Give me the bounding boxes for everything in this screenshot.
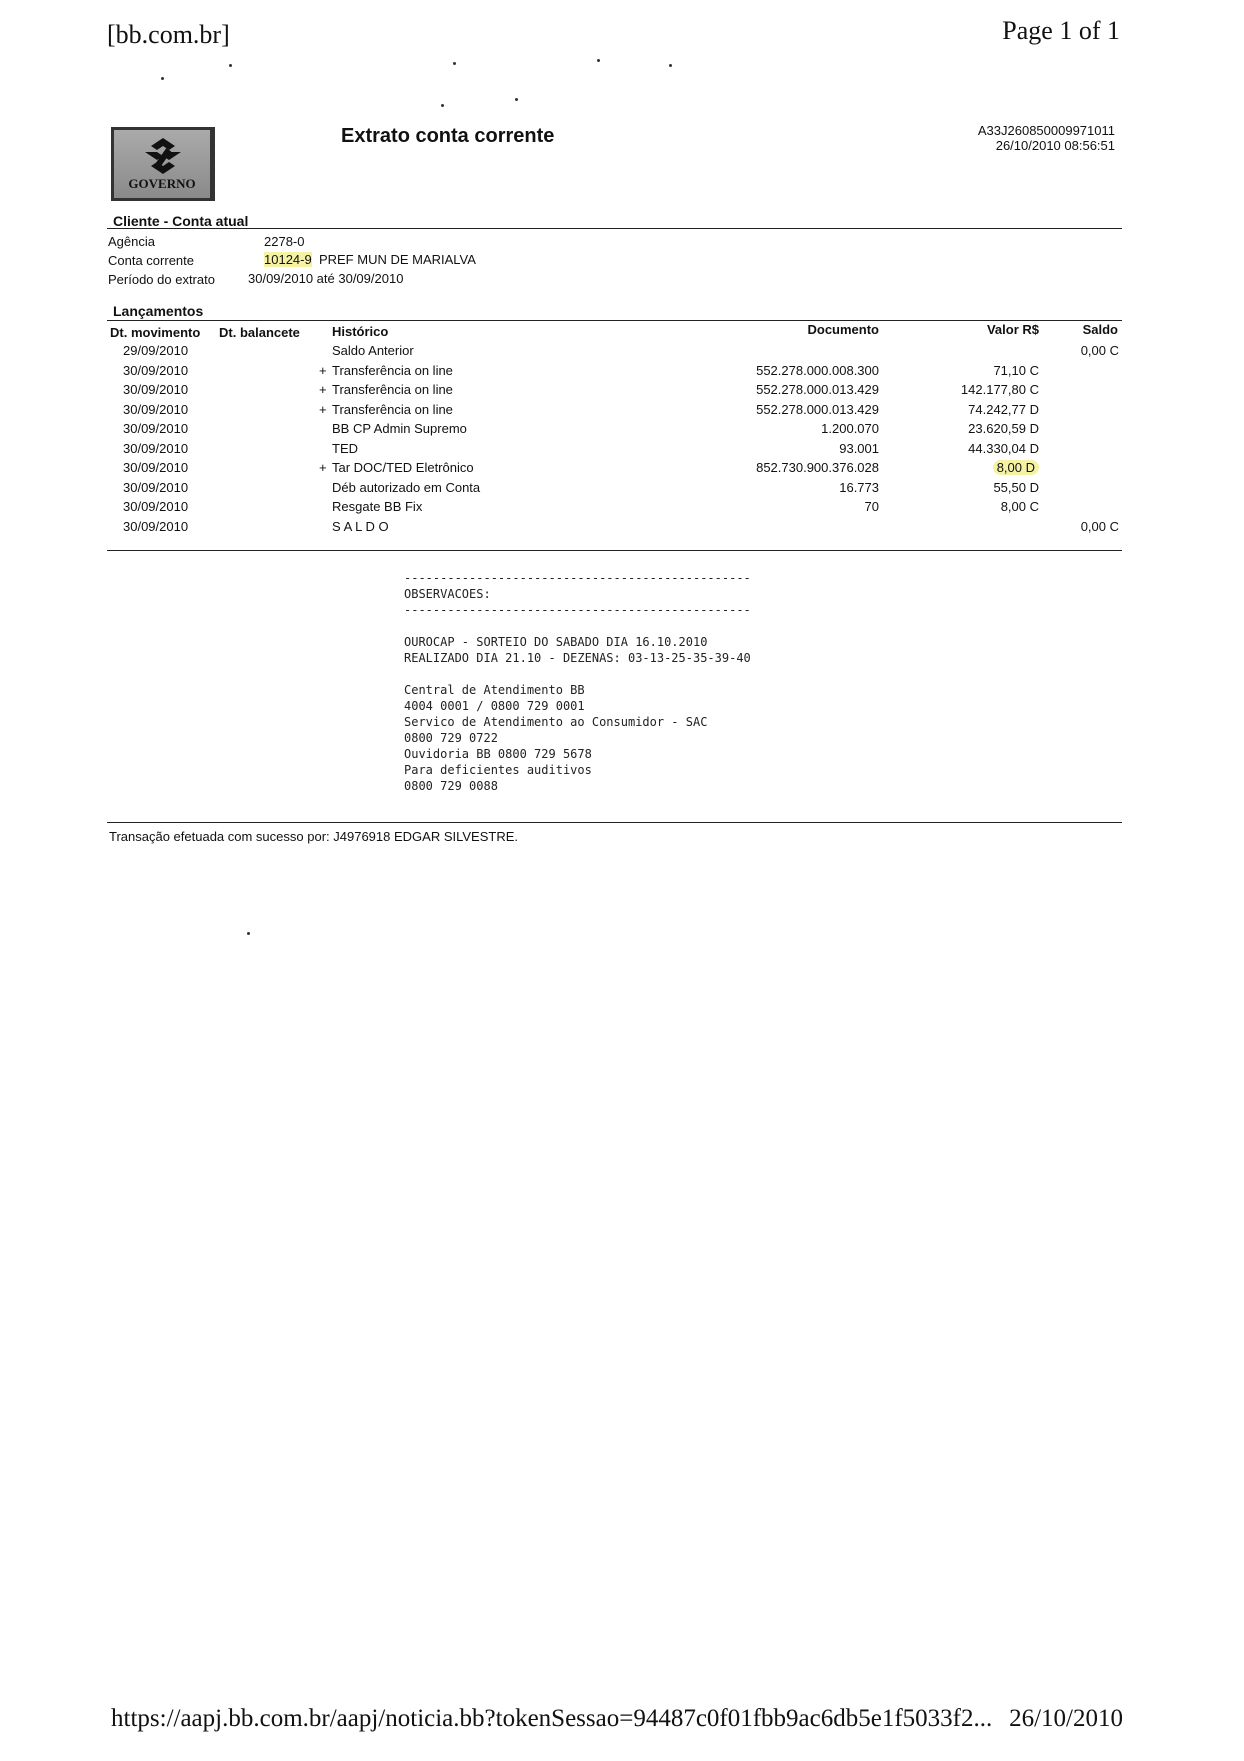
scan-speck: [597, 59, 600, 62]
obs-dashes-bottom: ------------------------------------------------: [404, 603, 751, 617]
divider: [107, 550, 1122, 551]
row-valor: 44.330,04 D: [968, 441, 1039, 456]
row-historico: S A L D O: [332, 519, 389, 534]
scan-speck: [515, 98, 518, 101]
row-valor: 71,10 C: [993, 363, 1039, 378]
row-date-movimento: 29/09/2010: [123, 343, 189, 358]
agencia-label: Agência: [108, 234, 155, 249]
print-header-site: [bb.com.br]: [107, 20, 230, 49]
statement-id: A33J260850009971011: [977, 123, 1115, 138]
client-section-title: Cliente - Conta atual: [113, 213, 249, 229]
row-date-movimento: 30/09/2010: [123, 421, 189, 436]
obs-line: Central de Atendimento BB: [404, 683, 585, 697]
row-documento: 552.278.000.008.300: [756, 363, 879, 378]
print-header-page: Page 1 of 1: [1002, 16, 1120, 45]
scan-speck: [441, 104, 444, 107]
scan-speck: [669, 64, 672, 67]
row-date-movimento: 30/09/2010: [123, 519, 189, 534]
row-valor: 74.242,77 D: [968, 402, 1039, 417]
obs-line: 0800 729 0088: [404, 779, 498, 793]
row-valor: 8,00 C: [1000, 499, 1039, 514]
agencia-value: 2278-0: [264, 234, 305, 249]
conta-name: PREF MUN DE MARIALVA: [318, 252, 476, 267]
row-documento: 16.773: [839, 480, 879, 495]
row-date-movimento: 30/09/2010: [123, 402, 189, 417]
divider: [107, 320, 1122, 321]
row-historico: Transferência on line: [332, 382, 453, 397]
row-documento: 552.278.000.013.429: [756, 382, 879, 397]
obs-dashes-top: ------------------------------------------------: [404, 571, 751, 585]
periodo-value: 30/09/2010 até 30/09/2010: [248, 271, 404, 286]
row-valor: 23.620,59 D: [968, 421, 1039, 436]
col-header-movimento: Dt. movimento: [110, 325, 201, 340]
col-header-balancete: Dt. balancete: [219, 325, 300, 340]
scan-speck: [229, 64, 232, 67]
scan-speck: [247, 932, 250, 935]
lancamentos-section-title: Lançamentos: [113, 303, 204, 319]
obs-line: [404, 666, 751, 682]
periodo-label: Período do extrato: [108, 272, 215, 287]
logo-text: GOVERNO: [128, 176, 196, 191]
row-documento: 552.278.000.013.429: [756, 402, 879, 417]
row-date-movimento: 30/09/2010: [123, 499, 189, 514]
row-historico: BB CP Admin Supremo: [332, 421, 467, 436]
obs-title: OBSERVACOES:: [404, 587, 491, 601]
obs-line: Servico de Atendimento ao Consumidor - SAC: [404, 715, 708, 729]
obs-line: 4004 0001 / 0800 729 0001: [404, 699, 585, 713]
conta-label: Conta corrente: [108, 253, 194, 268]
row-valor: 142.177,80 C: [960, 382, 1039, 397]
row-historico: Resgate BB Fix: [332, 499, 423, 514]
conta-value: [264, 252, 476, 267]
row-valor: 55,50 D: [993, 480, 1039, 495]
statement-datetime: 26/10/2010 08:56:51: [995, 138, 1115, 153]
row-date-movimento: 30/09/2010: [123, 480, 189, 495]
row-saldo: 0,00 C: [1080, 519, 1119, 534]
row-documento: 70: [864, 499, 879, 514]
row-prefix: +: [319, 382, 327, 397]
obs-line: REALIZADO DIA 21.10 - DEZENAS: 03-13-25-35-39-40: [404, 651, 751, 665]
print-footer-url: https://aapj.bb.com.br/aapj/noticia.bb?tokenSessao=94487c0f01fbb9ac6db5e1f5033f2...: [111, 1705, 993, 1732]
col-header-valor: Valor R$: [986, 322, 1039, 337]
obs-line: OUROCAP - SORTEIO DO SABADO DIA 16.10.2010: [404, 635, 708, 649]
row-date-movimento: 30/09/2010: [123, 363, 189, 378]
row-prefix: +: [319, 460, 327, 475]
row-historico: Transferência on line: [332, 402, 453, 417]
row-date-movimento: 30/09/2010: [123, 460, 189, 475]
transaction-confirmation: Transação efetuada com sucesso por: J4976918 EDGAR SILVESTRE.: [109, 829, 518, 844]
observations-block: [404, 570, 751, 794]
row-historico: Tar DOC/TED Eletrônico: [332, 460, 474, 475]
row-historico: Déb autorizado em Conta: [332, 480, 481, 495]
row-prefix: +: [319, 402, 327, 417]
statement-code: [978, 123, 1115, 153]
row-historico: TED: [332, 441, 358, 456]
row-documento: 852.730.900.376.028: [756, 460, 879, 475]
divider: [107, 228, 1122, 229]
obs-line: 0800 729 0722: [404, 731, 498, 745]
row-valor: 8,00 D: [993, 460, 1039, 475]
banco-do-brasil-logo-icon: [141, 138, 185, 178]
conta-number: 10124-9: [264, 252, 312, 267]
print-footer-date: 26/10/2010: [1009, 1705, 1123, 1732]
row-saldo: 0,00 C: [1080, 343, 1119, 358]
row-prefix: +: [319, 363, 327, 378]
row-date-movimento: 30/09/2010: [123, 441, 189, 456]
page-title: Extrato conta corrente: [341, 125, 555, 147]
row-documento: 93.001: [839, 441, 879, 456]
row-date-movimento: 30/09/2010: [123, 382, 189, 397]
obs-lines: [404, 634, 751, 794]
col-header-documento: Documento: [807, 322, 879, 337]
row-historico: Transferência on line: [332, 363, 453, 378]
scan-speck: [453, 62, 456, 65]
bank-logo: [111, 127, 215, 201]
col-header-saldo: Saldo: [1082, 322, 1118, 337]
row-documento: 1.200.070: [821, 421, 879, 436]
obs-line: Para deficientes auditivos: [404, 763, 592, 777]
row-historico: Saldo Anterior: [332, 343, 414, 358]
scan-speck: [161, 77, 164, 80]
divider: [107, 822, 1122, 823]
obs-line: Ouvidoria BB 0800 729 5678: [404, 747, 592, 761]
col-header-historico: Histórico: [332, 324, 389, 339]
